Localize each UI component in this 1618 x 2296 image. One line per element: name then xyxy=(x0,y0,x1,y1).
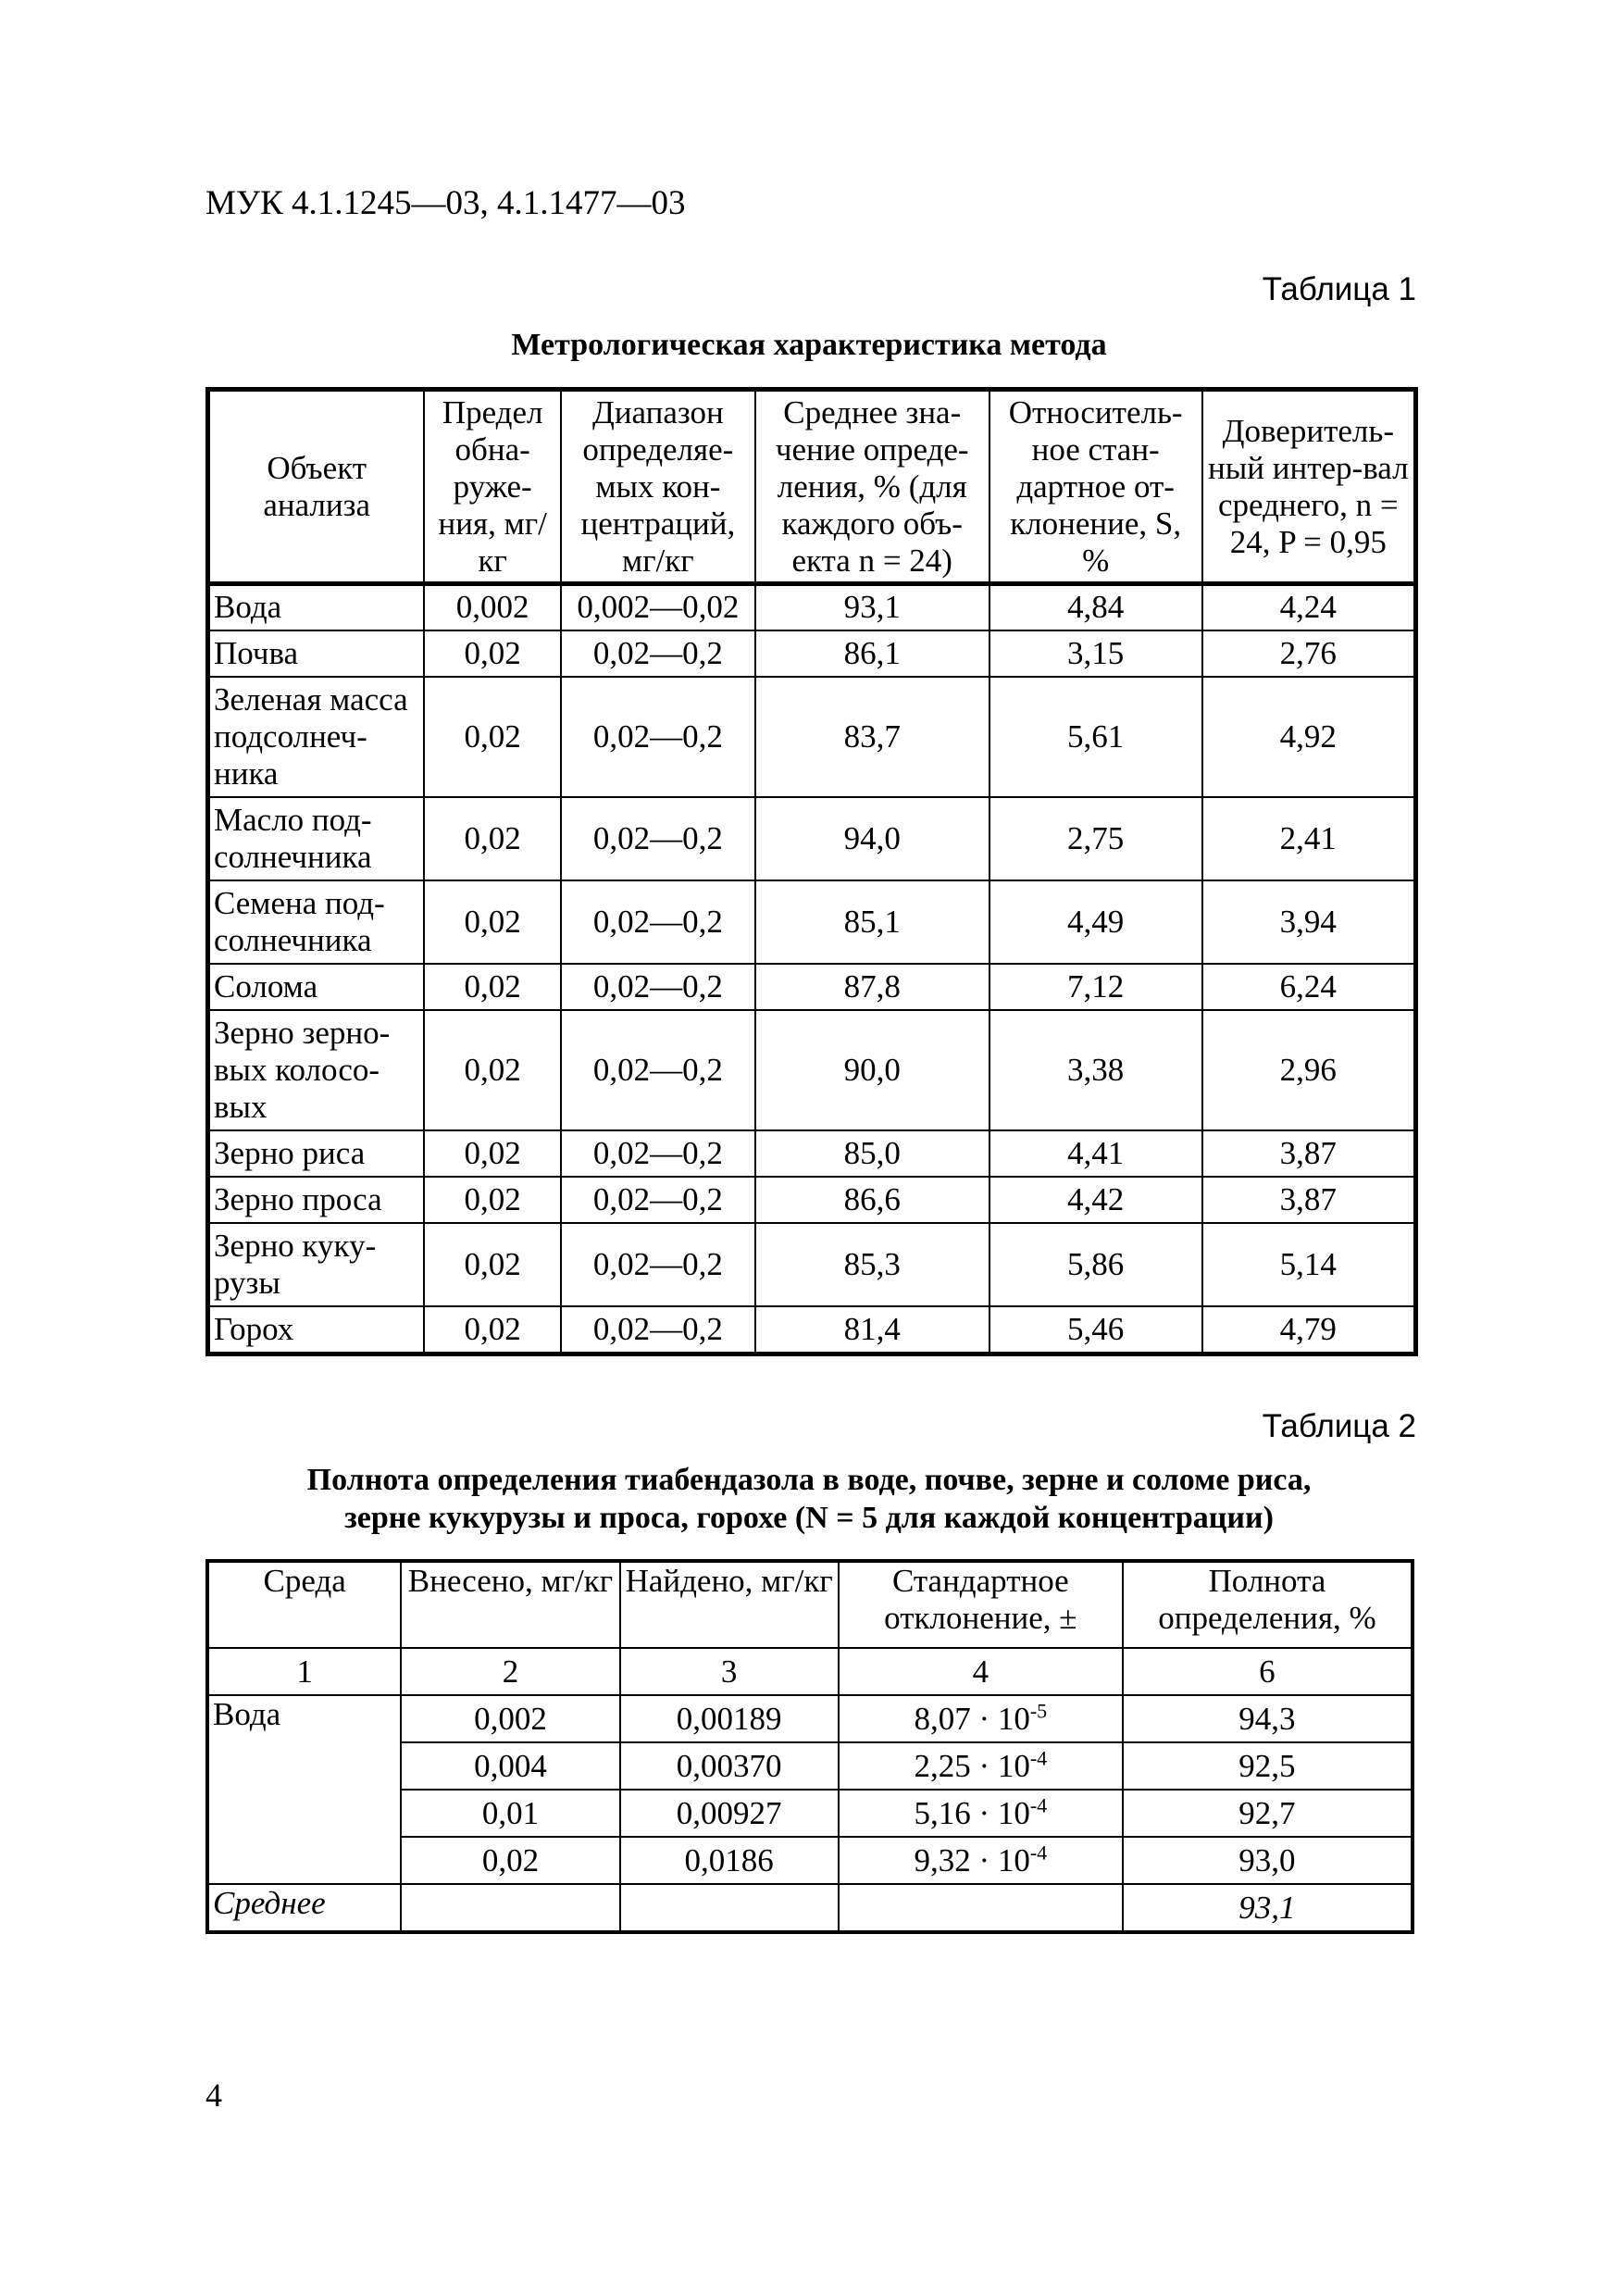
sd-mantissa: 8,07 · 10 xyxy=(914,1700,1030,1737)
cell-object: Масло под-солнечника xyxy=(208,797,425,880)
table2-row xyxy=(207,1695,1413,1742)
cell-rsd: 4,84 xyxy=(989,584,1202,630)
cell-confidence: 3,87 xyxy=(1202,1177,1416,1223)
empty-cell xyxy=(620,1884,839,1932)
cell-object: Вода xyxy=(208,584,425,630)
cell-range: 0,002—0,02 xyxy=(561,584,755,630)
average-value: 93,1 xyxy=(1123,1884,1413,1932)
column-number: 1 xyxy=(207,1648,401,1695)
table1-row xyxy=(208,797,1416,880)
sd-exponent: -4 xyxy=(1029,1840,1048,1864)
empty-cell xyxy=(401,1884,619,1932)
cell-mean: 86,6 xyxy=(755,1177,989,1223)
col-header-range: Диапазон определяе-мых кон-центраций, мг/кг xyxy=(561,390,755,584)
cell-confidence: 4,79 xyxy=(1202,1306,1416,1354)
table1-row xyxy=(208,1223,1416,1306)
cell-rsd: 2,75 xyxy=(989,797,1202,880)
col-header-detection-limit: Предел обна-руже-ния, мг/кг xyxy=(424,390,561,584)
sd-mantissa: 9,32 · 10 xyxy=(914,1841,1030,1878)
cell-added: 0,02 xyxy=(401,1837,619,1884)
sd-mantissa: 5,16 · 10 xyxy=(914,1794,1030,1831)
column-number: 4 xyxy=(839,1648,1123,1695)
table1-row xyxy=(208,880,1416,964)
table2-title xyxy=(0,1461,1618,1537)
table1-title: Метрологическая характеристика метода xyxy=(511,328,1107,362)
cell-sd xyxy=(839,1837,1123,1884)
cell-range: 0,02—0,2 xyxy=(561,1177,755,1223)
cell-recovery: 94,3 xyxy=(1123,1695,1413,1742)
cell-confidence: 3,94 xyxy=(1202,880,1416,964)
col-header-sd: Стандартное отклонение, ± xyxy=(839,1561,1123,1648)
cell-added: 0,004 xyxy=(401,1742,619,1790)
cell-confidence: 3,87 xyxy=(1202,1130,1416,1177)
cell-mean: 86,1 xyxy=(755,630,989,677)
metrology-table xyxy=(205,387,1418,1356)
table1-row xyxy=(208,1177,1416,1223)
cell-recovery: 93,0 xyxy=(1123,1837,1413,1884)
cell-mean: 83,7 xyxy=(755,677,989,797)
table1-row xyxy=(208,1130,1416,1177)
cell-found: 0,0186 xyxy=(620,1837,839,1884)
cell-mean: 94,0 xyxy=(755,797,989,880)
table2-title-line2: зерне кукурузы и проса, горохе (N = 5 для каждой концентрации) xyxy=(344,1501,1274,1535)
table1-row xyxy=(208,964,1416,1010)
cell-object: Зерно куку-рузы xyxy=(208,1223,425,1306)
table2-caption: Таблица 2 xyxy=(1262,1408,1416,1444)
cell-range: 0,02—0,2 xyxy=(561,964,755,1010)
cell-confidence: 2,96 xyxy=(1202,1010,1416,1130)
cell-detection-limit: 0,02 xyxy=(424,1010,561,1130)
table1-row xyxy=(208,630,1416,677)
average-row xyxy=(207,1884,1413,1932)
cell-sd xyxy=(839,1742,1123,1790)
col-header-added: Внесено, мг/кг xyxy=(401,1561,619,1648)
table1-row xyxy=(208,1306,1416,1354)
cell-rsd: 7,12 xyxy=(989,964,1202,1010)
cell-object: Солома xyxy=(208,964,425,1010)
cell-range: 0,02—0,2 xyxy=(561,1223,755,1306)
table1-row xyxy=(208,1010,1416,1130)
sd-mantissa: 2,25 · 10 xyxy=(914,1747,1030,1784)
cell-sd xyxy=(839,1790,1123,1837)
cell-confidence: 2,76 xyxy=(1202,630,1416,677)
cell-rsd: 5,61 xyxy=(989,677,1202,797)
table1-row xyxy=(208,584,1416,630)
cell-object: Зерно риса xyxy=(208,1130,425,1177)
cell-rsd: 4,41 xyxy=(989,1130,1202,1177)
col-header-mean: Среднее зна-чение опреде-ления, % (для каждого объ-екта n = 24) xyxy=(755,390,989,584)
cell-rsd: 3,15 xyxy=(989,630,1202,677)
cell-found: 0,00927 xyxy=(620,1790,839,1837)
cell-detection-limit: 0,02 xyxy=(424,1306,561,1354)
cell-environment: Вода xyxy=(207,1695,401,1884)
cell-rsd: 4,42 xyxy=(989,1177,1202,1223)
cell-detection-limit: 0,02 xyxy=(424,880,561,964)
col-header-environment: Среда xyxy=(207,1561,401,1648)
col-header-found: Найдено, мг/кг xyxy=(620,1561,839,1648)
sd-exponent: -4 xyxy=(1029,1792,1048,1816)
cell-confidence: 5,14 xyxy=(1202,1223,1416,1306)
cell-recovery: 92,5 xyxy=(1123,1742,1413,1790)
sd-exponent: -5 xyxy=(1029,1698,1048,1722)
cell-range: 0,02—0,2 xyxy=(561,880,755,964)
cell-mean: 87,8 xyxy=(755,964,989,1010)
cell-range: 0,02—0,2 xyxy=(561,797,755,880)
column-number: 2 xyxy=(401,1648,619,1695)
cell-detection-limit: 0,02 xyxy=(424,1130,561,1177)
cell-confidence: 4,24 xyxy=(1202,584,1416,630)
cell-rsd: 5,86 xyxy=(989,1223,1202,1306)
cell-mean: 85,0 xyxy=(755,1130,989,1177)
cell-confidence: 4,92 xyxy=(1202,677,1416,797)
cell-object: Почва xyxy=(208,630,425,677)
cell-range: 0,02—0,2 xyxy=(561,1130,755,1177)
average-label: Среднее xyxy=(207,1884,401,1932)
cell-recovery: 92,7 xyxy=(1123,1790,1413,1837)
cell-mean: 90,0 xyxy=(755,1010,989,1130)
col-header-object: Объект анализа xyxy=(208,390,425,584)
cell-detection-limit: 0,02 xyxy=(424,797,561,880)
empty-cell xyxy=(839,1884,1123,1932)
cell-range: 0,02—0,2 xyxy=(561,630,755,677)
sd-exponent: -4 xyxy=(1029,1745,1048,1769)
cell-object: Горох xyxy=(208,1306,425,1354)
cell-detection-limit: 0,02 xyxy=(424,1223,561,1306)
document-header: МУК 4.1.1245—03, 4.1.1477—03 xyxy=(205,184,686,222)
page-number: 4 xyxy=(205,2077,222,2114)
table1-caption: Таблица 1 xyxy=(1262,271,1416,307)
cell-confidence: 2,41 xyxy=(1202,797,1416,880)
cell-object: Зерно зерно-вых колосо-вых xyxy=(208,1010,425,1130)
cell-mean: 93,1 xyxy=(755,584,989,630)
cell-range: 0,02—0,2 xyxy=(561,677,755,797)
cell-sd xyxy=(839,1695,1123,1742)
cell-confidence: 6,24 xyxy=(1202,964,1416,1010)
cell-detection-limit: 0,02 xyxy=(424,964,561,1010)
cell-mean: 85,1 xyxy=(755,880,989,964)
col-header-rsd: Относитель-ное стан-дартное от-клонение, S, % xyxy=(989,390,1202,584)
cell-range: 0,02—0,2 xyxy=(561,1306,755,1354)
cell-detection-limit: 0,02 xyxy=(424,677,561,797)
cell-rsd: 3,38 xyxy=(989,1010,1202,1130)
cell-rsd: 4,49 xyxy=(989,880,1202,964)
column-number: 3 xyxy=(620,1648,839,1695)
cell-object: Зеленая масса подсолнеч-ника xyxy=(208,677,425,797)
col-header-recovery: Полнота определения, % xyxy=(1123,1561,1413,1648)
cell-object: Семена под-солнечника xyxy=(208,880,425,964)
cell-mean: 81,4 xyxy=(755,1306,989,1354)
cell-added: 0,002 xyxy=(401,1695,619,1742)
cell-found: 0,00370 xyxy=(620,1742,839,1790)
cell-found: 0,00189 xyxy=(620,1695,839,1742)
cell-added: 0,01 xyxy=(401,1790,619,1837)
cell-range: 0,02—0,2 xyxy=(561,1010,755,1130)
recovery-table xyxy=(205,1559,1414,1934)
column-number-row xyxy=(207,1648,1413,1695)
cell-mean: 85,3 xyxy=(755,1223,989,1306)
cell-detection-limit: 0,02 xyxy=(424,1177,561,1223)
cell-detection-limit: 0,02 xyxy=(424,630,561,677)
column-number: 6 xyxy=(1123,1648,1413,1695)
table1-row xyxy=(208,677,1416,797)
col-header-confidence: Доверитель-ный интер-вал среднего, n = 24, P = 0,95 xyxy=(1202,390,1416,584)
cell-detection-limit: 0,002 xyxy=(424,584,561,630)
cell-object: Зерно проса xyxy=(208,1177,425,1223)
cell-rsd: 5,46 xyxy=(989,1306,1202,1354)
table2-title-line1: Полнота определения тиабендазола в воде, почве, зерне и соломе риса, xyxy=(306,1463,1312,1497)
